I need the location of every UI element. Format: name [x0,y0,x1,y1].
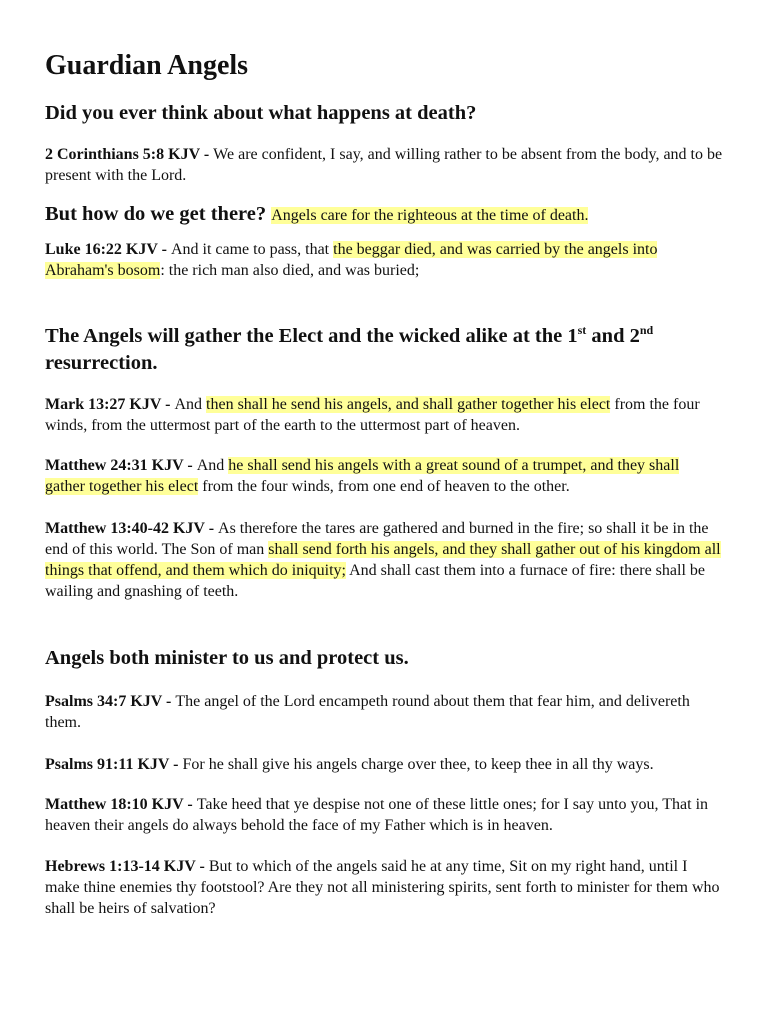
verse-text-post: : the rich man also died, and was buried; [160,262,420,279]
verse-text-pre: As therefore the tares are gathered and burned in the fire; so shall it be in the end of this world. The Son of man [45,520,709,558]
verse-sep: - [157,241,171,258]
verse-highlight: he shall send his angels with a great sound of a trumpet, and they shall gather together his elect [45,457,680,495]
verse-ref: Hebrews 1:13-14 KJV [45,858,196,875]
verse-text: For he shall give his angels charge over thee, to keep thee in all thy ways. [182,756,654,773]
heading-elect-end: resurrection. [45,352,158,374]
verse-text: The angel of the Lord encampeth round about them that fear him, and delivereth them. [45,693,690,731]
heading-elect-sup1: st [577,323,587,338]
verse-highlight: the beggar died, and was carried by the angels into Abraham's bosom [45,241,658,279]
verse-ref: Luke 16:22 KJV [45,241,158,258]
verse-sep: - [161,396,175,413]
verse-ref-rest: 7 KJV [118,693,163,710]
verse-sep: - [169,756,183,773]
verse-psalms-34 [45,691,723,733]
verse-ref: Matthew 18:10 KJV [45,796,184,813]
verse-sep: - [204,520,219,537]
verse-text-pre: And [174,396,207,413]
heading-highlight: Angels care for the righteous at the time of death. [271,207,589,224]
verse-psalms-91 [45,754,723,775]
verse-text: We are confident, I say, and willing rather to be absent from the body, and to be present with the Lord. [45,146,723,184]
heading-question: But how do we get there? [45,203,267,225]
verse-hebrews [45,856,723,919]
verse-text-post: from the four winds, from the uttermost part of the earth to the uttermost part of heaven. [45,396,700,434]
page-title: Guardian Angels [45,50,249,81]
verse-ref: Psalms 91:11 KJV [45,756,170,773]
verse-matthew-24 [45,455,723,497]
verse-ref: 2 Corinthians 5:8 KJV [45,146,200,163]
verse-highlight: then shall he send his angels, and shall gather together his elect [206,396,611,413]
verse-text-pre: And it came to pass, that [170,241,334,258]
verse-text-post: from the four winds, from one end of heaven to the other. [198,478,570,495]
verse-sep: - [183,457,197,474]
verse-ref: Matthew 13:40-42 KJV [45,520,205,537]
verse-matthew-18 [45,794,723,836]
verse-text-post: And shall cast them into a furnace of fire: there shall be wailing and gnashing of teeth. [45,562,705,600]
verse-sep: - [183,796,197,813]
verse-sep: - [162,693,176,710]
heading-death: Did you ever think about what happens at death? [45,102,477,124]
verse-highlight: shall send forth his angels, and they shall gather out of his kingdom all things that offend, and them which do iniquity; [45,541,721,579]
verse-text: But to which of the angels said he at any time, Sit on my right hand, until I make thine enemies thy footstool? Are they not all ministering spirits, sent forth to minister for them who shall be heirs of salvation? [45,858,720,917]
heading-elect-sup2: nd [639,323,654,338]
heading-minister: Angels both minister to us and protect us. [45,647,409,669]
heading-elect [45,323,723,377]
verse-ref: Mark 13:27 KJV [45,396,162,413]
heading-get-there [45,201,723,229]
verse-ref: Matthew 24:31 KJV [45,457,184,474]
verse-ref: Psalms 34: [45,693,119,710]
heading-elect-text: The Angels will gather the Elect and the wicked alike at the 1 [45,325,578,347]
heading-elect-mid: and 2 [586,325,640,347]
verse-mark [45,394,723,436]
verse-sep: - [195,858,209,875]
verse-matthew-13 [45,518,723,602]
verse-text-pre: And [196,457,229,474]
verse-text: Take heed that ye despise not one of these little ones; for I say unto you, That in heaven their angels do always behold the face of my Father which is in heaven. [45,796,709,834]
verse-luke [45,239,723,281]
verse-sep: - [199,146,214,163]
verse-2-corinthians [45,144,723,186]
